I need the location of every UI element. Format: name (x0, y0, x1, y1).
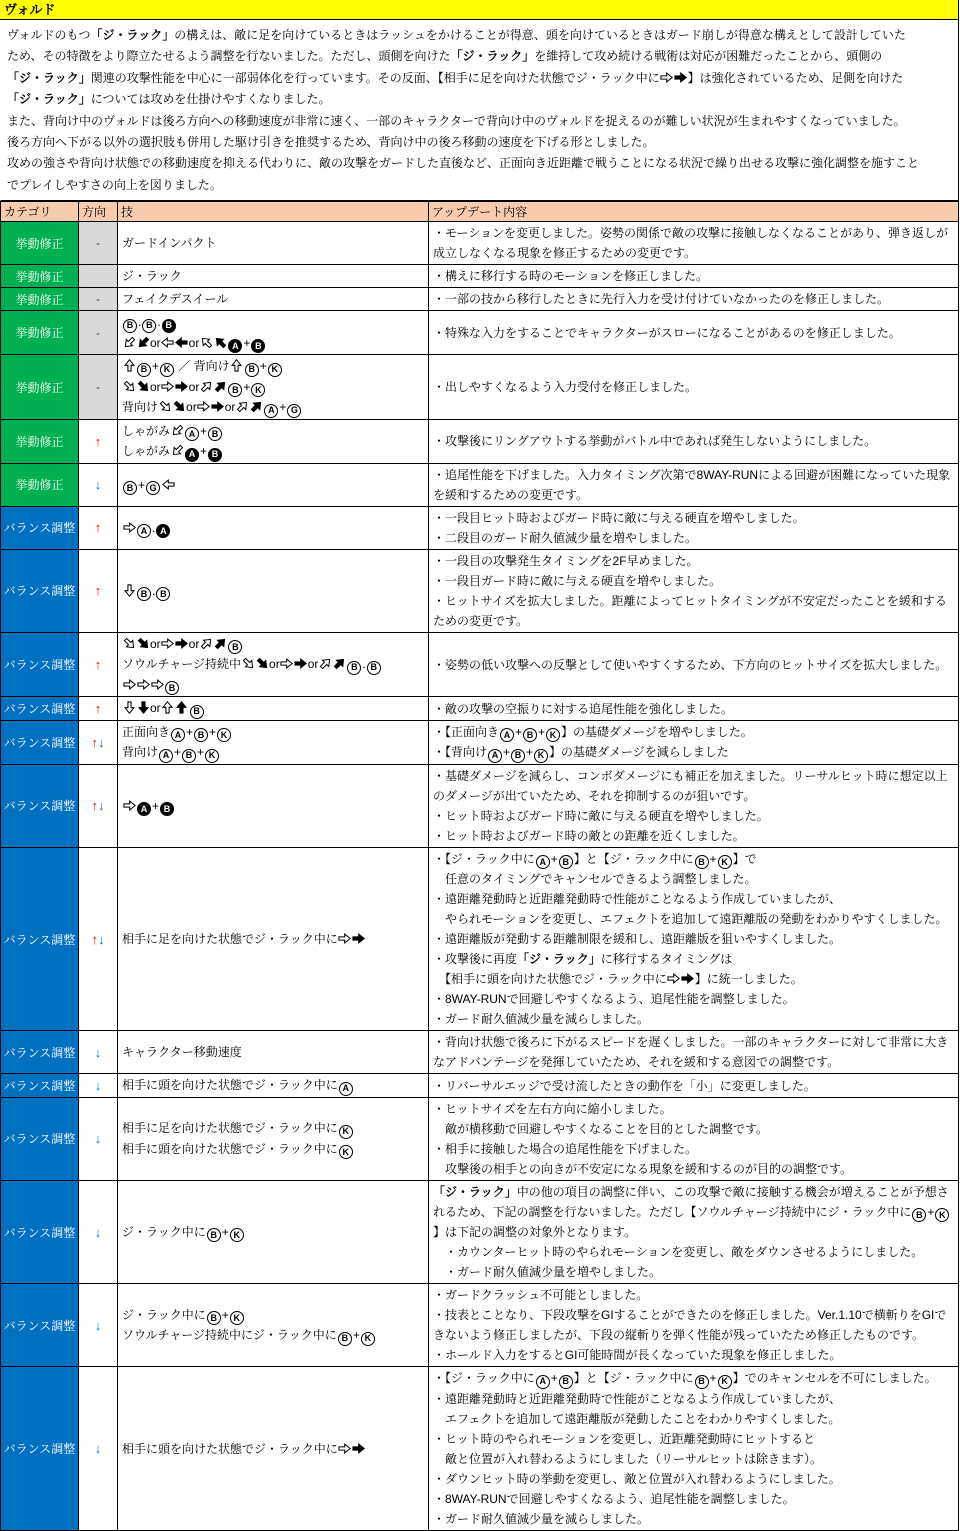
category-cell (1, 720, 79, 764)
nerf-down-arrow: ↓ (94, 1317, 102, 1333)
header-move: 技 (118, 202, 429, 222)
category-cell (1, 1097, 79, 1180)
category-cell (1, 355, 79, 420)
direction-cell (79, 1031, 118, 1074)
intro (0, 20, 958, 201)
move-cell: 相手に頭を向けた状態でジ・ラック中に A (118, 1074, 429, 1098)
button-B-held-icon: B (251, 339, 265, 353)
arrow-filled-2-icon (137, 698, 150, 718)
button-K-icon: K (251, 383, 265, 397)
move-cell: or or B ソウルチャージ持続中 or or B . B B (118, 632, 429, 697)
category-cell (1, 1180, 79, 1284)
category-cell (1, 1367, 79, 1531)
category-cell (1, 419, 79, 463)
category-label: バランス調整 (3, 702, 76, 716)
button-B-icon: B (123, 481, 137, 495)
buff-up-arrow: ↑ (94, 657, 102, 672)
category-label: 挙動修正 (15, 292, 64, 307)
table-row (1, 265, 959, 288)
button-B-icon: B (194, 728, 208, 742)
arrow-hollow-3-icon (123, 634, 136, 654)
button-K-icon: K (718, 1375, 732, 1389)
button-B-icon: B (190, 705, 204, 719)
table-row (1, 1097, 959, 1180)
category-label: 挙動修正 (15, 478, 64, 493)
category-label: バランス調整 (3, 932, 76, 947)
category-label: 挙動修正 (15, 380, 64, 395)
nerf-down-arrow: ↓ (94, 1078, 102, 1093)
direction-cell (79, 265, 118, 288)
arrow-hollow-1-icon (171, 421, 184, 441)
update-cell: ・【正面向き A + B + K 】の基礎ダメージを増やしました。 ・【背向け A + B + K 】の基礎ダメージを減らしました (429, 720, 959, 764)
move-cell: ジ・ラック中に B + K ソウルチャージ持続中にジ・ラック中に B + K (118, 1284, 429, 1367)
arrow-filled-9-icon (214, 634, 227, 654)
button-A-icon: A (137, 524, 151, 538)
button-K-icon: K (361, 1332, 375, 1346)
category-cell (1, 847, 79, 1031)
category-label: バランス調整 (3, 1079, 76, 1093)
arrow-filled-8-icon (175, 698, 188, 718)
table-row (1, 632, 959, 697)
nerf-down-arrow: ↓ (94, 1441, 102, 1456)
button-K-icon: K (546, 728, 560, 742)
arrow-filled-9-icon (214, 377, 227, 397)
arrow-hollow-6-icon (123, 796, 136, 816)
button-B-icon: B (367, 661, 381, 675)
buff-up-arrow: ↑ (94, 701, 102, 716)
category-label: バランス調整 (3, 521, 76, 536)
button-B-icon: B (228, 640, 242, 654)
button-B-icon: B (511, 749, 525, 763)
arrow-hollow-8-icon (230, 356, 243, 376)
update-cell: ・モーションを変更しました。姿勢の関係で敵の攻撃に接触しなくなることがあり、弾き返しが成立しなくなる現象を修正するための変更です。 (429, 222, 959, 265)
move-cell: ジ・ラック中に B + K (118, 1180, 429, 1284)
intro-line: ヴォルドのもつ「ジ・ラック」の構えは、敵に足を向けているときはラッシュをかけることが得意、頭を向けているときはガード崩しが得意な構えとして設計していた (7, 28, 906, 42)
arrow-filled-9-icon (333, 654, 346, 674)
table-row (1, 720, 959, 764)
arrow-filled-3-icon (256, 654, 269, 674)
button-B-icon: B (142, 319, 156, 333)
arrow-hollow-6-icon (197, 397, 210, 417)
category-cell (1, 463, 79, 506)
update-cell: ・【ジ・ラック中に A + B 】と【ジ・ラック中に B + K 】でのキャンセルを不可にしました。 ・遠距離発動時と近距離発動時で性能がことなるよう作成していましたが、 エフェクトを追加して遠距離版が発動したことをわかりやすくしました。 ・ヒット時のやられモーションを変更し、近距離発動時にヒットすると 敵と位置が入れ替わるようにしました（リーサルヒットは除きます）。 ・ダウンヒット時の挙動を変更し、敵と位置が入れ替わるようにしました。 ・8WAY-RUNで回避しやすくなるよう、追尾性能を調整しました。 ・ガード耐久値減少量を減らしました。 (429, 1367, 959, 1531)
arrow-hollow-4-icon (162, 475, 175, 495)
table-row (1, 847, 959, 1031)
table-row (1, 419, 959, 463)
buff-up-arrow: ↑ (91, 931, 98, 947)
button-K-icon: K (205, 749, 219, 763)
arrow-hollow-3-icon (123, 377, 136, 397)
table-row (1, 1031, 959, 1074)
direction-cell (79, 419, 118, 463)
move-cell: A + B (118, 764, 429, 847)
arrow-hollow-8-icon (161, 698, 174, 718)
category-cell (1, 697, 79, 721)
category-cell (1, 265, 79, 288)
button-G-icon: G (146, 481, 160, 495)
arrow-hollow-2-icon (123, 698, 136, 718)
arrow-filled-3-icon (173, 397, 186, 417)
button-A-icon: A (488, 749, 502, 763)
update-cell: ・構えに移行する時のモーションを修正しました。 (429, 265, 959, 288)
header-category: カテゴリ (1, 202, 79, 222)
move-cell: 相手に足を向けた状態でジ・ラック中に (118, 847, 429, 1031)
buff-up-arrow: ↑ (94, 583, 102, 599)
button-B-icon: B (123, 319, 137, 333)
button-K-icon: K (339, 1145, 353, 1159)
arrow-hollow-6-icon (137, 675, 150, 695)
update-cell: ・一部の技から移行したときに先行入力を受け付けていなかったのを修正しました。 (429, 288, 959, 311)
table-row (1, 764, 959, 847)
button-B-icon: B (207, 1228, 221, 1242)
button-K-icon: K (230, 1228, 244, 1242)
move-cell: 相手に頭を向けた状態でジ・ラック中に (118, 1367, 429, 1531)
button-B-held-icon: B (208, 448, 222, 462)
direction-cell (79, 1180, 118, 1284)
button-K-icon: K (935, 1208, 949, 1222)
table-header-row (1, 202, 959, 222)
table-row (1, 222, 959, 265)
button-A-held-icon: A (137, 802, 151, 816)
button-B-icon: B (165, 681, 179, 695)
move-cell: A . A (118, 506, 429, 549)
update-cell: ・ガードクラッシュ不可能としました。 ・技表とことなり、下段攻撃をGIすることができたのを修正しました。Ver.1.10で横斬りをGIできないよう修正しましたが、下段の縦斬りを弾く性能が残っていたため修正したものです。 ・ホールド入力をするとGI可能時間が長くなっていた現象を修正しました。 (429, 1284, 959, 1367)
category-label: バランス調整 (3, 1225, 76, 1240)
update-cell: ・背向け状態で後ろに下がるスピードを遅くしました。一部のキャラクターに対して非常に大きなアドバンテージを発揮していたため、それを緩和する意図での調整です。 (429, 1031, 959, 1074)
move-cell: 正面向き A + B + K 背向け A + B + K (118, 720, 429, 764)
arrow-filled-3-icon (137, 634, 150, 654)
move-cell: B + G (118, 463, 429, 506)
intro-line: でプレイしやすさの向上を図りました。 (7, 177, 222, 192)
arrow-filled-4-icon (175, 333, 188, 353)
category-cell (1, 288, 79, 311)
update-cell: ・敵の攻撃の空振りに対する追尾性能を強化しました。 (429, 697, 959, 721)
category-cell (1, 632, 79, 697)
category-label: バランス調整 (3, 1045, 76, 1060)
button-K-icon: K (160, 363, 174, 377)
button-B-icon: B (245, 363, 259, 377)
table-row (1, 355, 959, 420)
category-cell (1, 222, 79, 265)
button-K-icon: K (339, 1125, 353, 1139)
update-cell: ・攻撃後にリングアウトする挙動がバトル中であれば発生しないようにしました。 (429, 419, 959, 463)
arrow-hollow-3-icon (159, 397, 172, 417)
nerf-down-arrow: ↓ (98, 931, 105, 947)
move-cell: ガードインパクト (118, 222, 429, 265)
direction-cell: - (79, 222, 118, 265)
direction-cell (79, 506, 118, 549)
arrow-hollow-6-icon (338, 929, 351, 949)
move-cell: キャラクター移動速度 (118, 1031, 429, 1074)
arrow-hollow-4-icon (161, 333, 174, 353)
update-cell: ・追尾性能を下げました。入力タイミング次第で8WAY-RUNによる回避が困難になっていた現象を緩和するための変更です。 (429, 463, 959, 506)
nerf-down-arrow: ↓ (98, 798, 105, 814)
category-label: 挙動修正 (15, 269, 64, 284)
category-label: バランス調整 (3, 1318, 76, 1333)
button-A-held-icon: A (185, 448, 199, 462)
direction-cell (79, 463, 118, 506)
arrow-hollow-6-icon (667, 969, 680, 989)
table-row (1, 1074, 959, 1098)
button-K-icon: K (534, 749, 548, 763)
intro-line: 攻めの強さや背向け状態での移動速度を抑える代わりに、敵の攻撃をガードした直後など、正面向き近距離で戦うことになる状況で繰り出せる攻撃に強化調整を施すこと (7, 156, 920, 171)
category-label: 挙動修正 (15, 326, 64, 341)
arrow-hollow-6-icon (280, 654, 293, 674)
arrow-hollow-6-icon (123, 518, 136, 538)
arrow-filled-9-icon (250, 397, 263, 417)
buff-up-arrow: ↑ (91, 798, 98, 814)
move-cell: 相手に足を向けた状態でジ・ラック中に K 相手に頭を向けた状態でジ・ラック中に K (118, 1097, 429, 1180)
category-cell (1, 1284, 79, 1367)
button-B-icon: B (207, 1311, 221, 1325)
move-cell: or B (118, 697, 429, 721)
table-row (1, 311, 959, 355)
category-cell (1, 1074, 79, 1098)
direction-cell (79, 632, 118, 697)
button-B-icon: B (559, 855, 573, 869)
button-B-icon: B (559, 1375, 573, 1389)
table-row (1, 506, 959, 549)
category-cell (1, 549, 79, 632)
button-A-held-icon: A (156, 524, 170, 538)
button-B-icon: B (137, 587, 151, 601)
button-A-icon: A (339, 1082, 353, 1096)
move-cell: B + K ／ 背向け B + K or or B + K 背向け or or A + G (118, 355, 429, 420)
button-G-icon: G (287, 404, 301, 418)
intro-line: ため、その特徴をより際立たせるよう調整を行ないました。ただし、頭側を向けた「ジ・ラック」を維持して攻め続ける戦術は対応が困難だったことから、頭側の (7, 49, 883, 64)
category-label: バランス調整 (3, 735, 76, 750)
direction-cell (79, 549, 118, 632)
update-cell: ・【ジ・ラック中に A + B 】と【ジ・ラック中に B + K 】で 任意のタイミングでキャンセルできるよう調整しました。 ・遠距離発動時と近距離発動時で性能がことなるよう作成していましたが、 やられモーションを変更し、エフェクトを追加して遠距離版の発動をわかりやすくしました。 ・遠距離版が発動する距離制限を緩和し、遠距離版を狙いやすくしました。 ・攻撃後に再度「ジ・ラック」に移行するタイミングは 【相手に頭を向けた状態でジ・ラック中に 】に統一しました。 ・8WAY-RUNで回避しやすくなるよう、追尾性能を調整しました。 ・ガード耐久値減少量を減らしました。 (429, 847, 959, 1031)
table-row (1, 1180, 959, 1284)
table-row (1, 549, 959, 632)
direction-cell (79, 1367, 118, 1531)
button-B-icon: B (208, 427, 222, 441)
button-B-icon: B (912, 1208, 926, 1222)
arrow-filled-6-icon (211, 397, 224, 417)
arrow-filled-6-icon (674, 68, 687, 89)
nerf-down-arrow: ↓ (94, 1224, 102, 1240)
table-row (1, 1284, 959, 1367)
button-B-icon: B (156, 587, 170, 601)
buff-up-arrow: ↑ (91, 734, 98, 750)
update-table (0, 201, 959, 1531)
button-K-icon: K (268, 363, 282, 377)
direction-cell: - (79, 311, 118, 355)
button-B-icon: B (338, 1332, 352, 1346)
intro-line: 「ジ・ラック」については攻めを仕掛けやすくなりました。 (7, 92, 331, 107)
arrow-filled-6-icon (352, 1439, 365, 1459)
arrow-hollow-9-icon (319, 654, 332, 674)
update-cell: ・リバーサルエッジで受け流したときの動作を「小」に変更しました。 (429, 1074, 959, 1098)
direction-cell (79, 847, 118, 1031)
arrow-filled-7-icon (214, 333, 227, 353)
arrow-filled-1-icon (137, 333, 150, 353)
button-A-icon: A (171, 728, 185, 742)
buff-up-arrow: ↑ (94, 433, 102, 449)
arrow-filled-3-icon (137, 377, 150, 397)
button-A-icon: A (264, 404, 278, 418)
intro-line: また、背向け中のヴォルドは後ろ方向への移動速度が非常に速く、一部のキャラクターで背向け中のヴォルドを捉えるのが難しい状況が生まれやすくなっていました。 (7, 113, 906, 128)
arrow-hollow-6-icon (161, 377, 174, 397)
button-B-icon: B (137, 363, 151, 377)
direction-cell (79, 1284, 118, 1367)
table-row (1, 697, 959, 721)
header-direction: 方向 (79, 202, 118, 222)
move-cell: フェイクデスイール (118, 288, 429, 311)
move-cell: ジ・ラック (118, 265, 429, 288)
direction-cell (79, 720, 118, 764)
arrow-hollow-2-icon (123, 581, 136, 601)
buff-up-arrow: ↑ (94, 520, 102, 536)
direction-cell (79, 764, 118, 847)
category-label: バランス調整 (3, 1442, 76, 1456)
header-update: アップデート内容 (429, 202, 959, 222)
direction-cell: - (79, 355, 118, 420)
nerf-down-arrow: ↓ (94, 1044, 102, 1060)
update-cell: ・特殊な入力をすることでキャラクターがスローになることがあるのを修正しました。 (429, 311, 959, 355)
arrow-hollow-6-icon (151, 675, 164, 695)
direction-cell (79, 1074, 118, 1098)
category-label: 挙動修正 (15, 434, 64, 449)
button-K-icon: K (718, 855, 732, 869)
direction-cell (79, 697, 118, 721)
category-cell (1, 506, 79, 549)
button-B-icon: B (695, 1375, 709, 1389)
category-label: 挙動修正 (15, 236, 64, 251)
arrow-hollow-8-icon (123, 356, 136, 376)
arrow-hollow-6-icon (338, 1439, 351, 1459)
button-A-icon: A (159, 749, 173, 763)
arrow-hollow-6-icon (161, 634, 174, 654)
intro-line: 「ジ・ラック」関連の攻撃性能を中心に一部弱体化を行っています。その反面、【相手に足を向けた状態でジ・ラック中に 】は強化されているため、足側を向けた (7, 68, 952, 89)
button-B-icon: B (228, 383, 242, 397)
arrow-hollow-6-icon (123, 675, 136, 695)
update-cell: ・一段目の攻撃発生タイミングを2F早めました。 ・一段目ガード時に敵に与える硬直を増やしました。 ・ヒットサイズを拡大しました。距離によってヒットタイミングが不安定だったことを緩和するための変更です。 (429, 549, 959, 632)
nerf-down-arrow: ↓ (94, 1131, 102, 1147)
button-B-icon: B (347, 661, 361, 675)
arrow-filled-6-icon (681, 969, 694, 989)
direction-cell: - (79, 288, 118, 311)
nerf-down-arrow: ↓ (98, 734, 105, 750)
intro-line: 後ろ方向へ下がる以外の選択肢も併用した駆け引きを推奨するため、背向け中の後ろ移動の速度を下げる形としました。 (7, 135, 655, 150)
category-cell (1, 764, 79, 847)
page-title: ヴォルド (0, 0, 958, 20)
category-cell (1, 311, 79, 355)
direction-cell (79, 1097, 118, 1180)
button-K-icon: K (230, 1311, 244, 1325)
table-row (1, 288, 959, 311)
category-label: バランス調整 (3, 1132, 76, 1147)
arrow-filled-6-icon (352, 929, 365, 949)
move-cell: しゃがみ A + B しゃがみ A + B (118, 419, 429, 463)
arrow-hollow-1-icon (123, 333, 136, 353)
move-cell: B . B (118, 549, 429, 632)
category-label: バランス調整 (3, 658, 76, 672)
update-cell: ・一段目ヒット時およびガード時に敵に与える硬直を増やしました。 ・二段目のガード耐久値減少量を増やしました。 (429, 506, 959, 549)
button-B-held-icon: B (160, 802, 174, 816)
button-A-icon: A (536, 855, 550, 869)
category-label: バランス調整 (3, 799, 76, 814)
button-A-held-icon: A (228, 339, 242, 353)
button-A-icon: A (185, 427, 199, 441)
arrow-filled-6-icon (175, 377, 188, 397)
update-cell: ・基礎ダメージを減らし、コンボダメージにも補正を加えました。リーサルヒット時に想定以上のダメージが出ていたため、それを抑制するのが狙いです。 ・ヒット時およびガード時に敵に与える硬直を増やしました。 ・ヒット時およびガード時の敵との距離を近くしました。 (429, 764, 959, 847)
button-B-held-icon: B (162, 319, 176, 333)
button-B-icon: B (523, 728, 537, 742)
update-cell: ・ヒットサイズを左右方向に縮小しました。 敵が横移動で回避しやすくなることを目的とした調整です。 ・相手に接触した場合の追尾性能を下げました。 攻撃後の相手との向きが不安定になる現象を緩和するのが目的の調整です。 (429, 1097, 959, 1180)
nerf-down-arrow: ↓ (94, 477, 102, 493)
button-A-icon: A (500, 728, 514, 742)
table-row (1, 1367, 959, 1531)
button-K-icon: K (217, 728, 231, 742)
arrow-hollow-6-icon (660, 68, 673, 89)
update-cell: ・姿勢の低い攻撃への反撃として使いやすくするため、下方向のヒットサイズを拡大しました。 (429, 632, 959, 697)
button-B-icon: B (695, 855, 709, 869)
category-label: バランス調整 (3, 584, 76, 599)
table-row (1, 463, 959, 506)
button-A-icon: A (536, 1375, 550, 1389)
move-cell: B . B . B or or A + B (118, 311, 429, 355)
update-cell: 「ジ・ラック」中の他の項目の調整に伴い、この攻撃で敵に接触する機会が増えることが予想されるため、下記の調整を行ないました。ただし【ソウルチャージ持続中にジ・ラック中に B + K】は下記の調整の対象外となります。 ・カウンターヒット時のやられモーションを変更し、敵をダウンさせるようにしました。 ・ガード耐久値減少量を増やしました。 (429, 1180, 959, 1284)
category-cell (1, 1031, 79, 1074)
arrow-hollow-9-icon (236, 397, 249, 417)
arrow-hollow-3-icon (242, 654, 255, 674)
arrow-hollow-1-icon (171, 441, 184, 461)
arrow-filled-6-icon (175, 634, 188, 654)
update-cell: ・出しやすくなるよう入力受付を修正しました。 (429, 355, 959, 420)
arrow-filled-6-icon (294, 654, 307, 674)
update-table-body (1, 222, 959, 1531)
button-B-icon: B (182, 749, 196, 763)
